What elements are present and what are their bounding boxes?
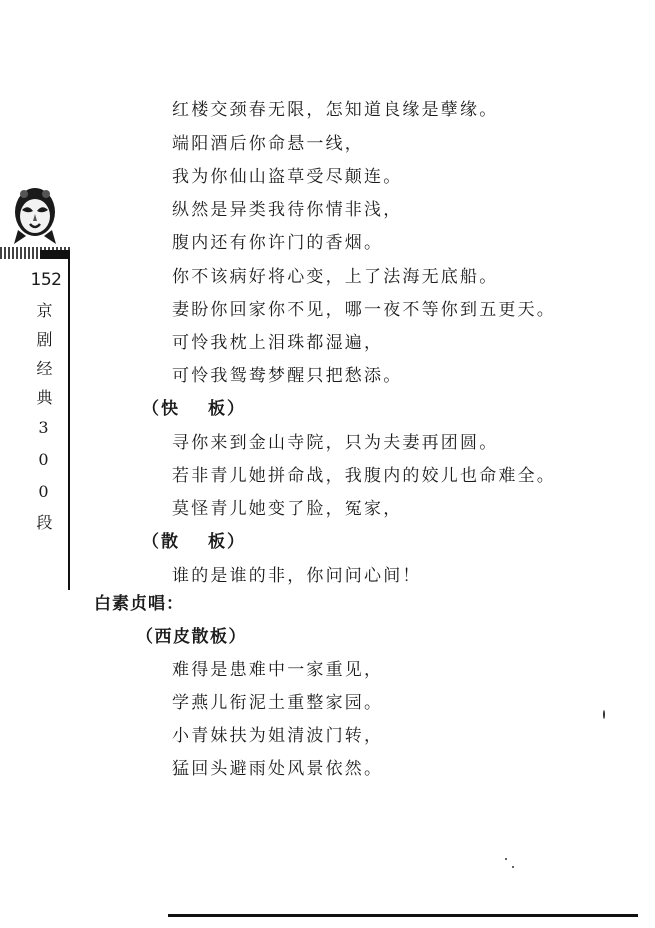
running-book-title: 京剧经典300段 bbox=[34, 302, 53, 543]
lyric-line: 纵然是异类我待你情非浅， bbox=[172, 200, 403, 220]
tempo-marker: （快 板） bbox=[142, 399, 246, 419]
lyric-line: 学燕儿衔泥土重整家园。 bbox=[172, 693, 384, 713]
bottom-rule bbox=[168, 914, 638, 917]
opera-mask-icon bbox=[12, 186, 58, 246]
singer-heading: 白素贞唱： bbox=[94, 594, 184, 614]
margin-solid-rule bbox=[40, 250, 70, 259]
tempo-marker: （散 板） bbox=[142, 532, 246, 552]
tune-label: （西皮散板） bbox=[136, 627, 247, 647]
tempo-char: 散 bbox=[161, 532, 180, 552]
margin-vertical-rule bbox=[68, 250, 70, 590]
lyric-line: 若非青儿她拼命战，我腹内的姣儿也命难全。 bbox=[172, 466, 556, 486]
lyric-line: 莫怪青儿她变了脸，冤家， bbox=[172, 499, 403, 519]
lyric-line: 可怜我枕上泪珠都湿遍， bbox=[172, 333, 384, 353]
lyric-line: 小青妹扶为姐清波门转， bbox=[172, 726, 384, 746]
lyric-line: 寻你来到金山寺院，只为夫妻再团圆。 bbox=[172, 433, 499, 453]
lyric-line: 端阳酒后你命悬一线， bbox=[172, 134, 364, 154]
tempo-char: 快 bbox=[161, 399, 180, 419]
lyric-line: 红楼交颈春无限，怎知道良缘是孽缘。 bbox=[172, 100, 499, 120]
lyric-line: 腹内还有你许门的香烟。 bbox=[172, 233, 384, 253]
tempo-char: 板 bbox=[208, 532, 227, 552]
page-number: 152 bbox=[30, 270, 62, 290]
lyric-line: 难得是患难中一家重见， bbox=[172, 660, 384, 680]
lyric-line: 可怜我鸳鸯梦醒只把愁添。 bbox=[172, 366, 403, 386]
scan-speck bbox=[603, 710, 605, 719]
scan-speck bbox=[512, 866, 514, 868]
lyric-line: 谁的是谁的非，你问问心间！ bbox=[172, 566, 422, 586]
lyric-line: 你不该病好将心变，上了法海无底船。 bbox=[172, 267, 499, 287]
lyric-line: 猛回头避雨处风景依然。 bbox=[172, 759, 384, 779]
lyric-line: 妻盼你回家你不见，哪一夜不等你到五更天。 bbox=[172, 300, 556, 320]
lyric-line: 我为你仙山盗草受尽颠连。 bbox=[172, 167, 403, 187]
tempo-char: 板 bbox=[208, 399, 227, 419]
scan-speck bbox=[505, 858, 507, 860]
